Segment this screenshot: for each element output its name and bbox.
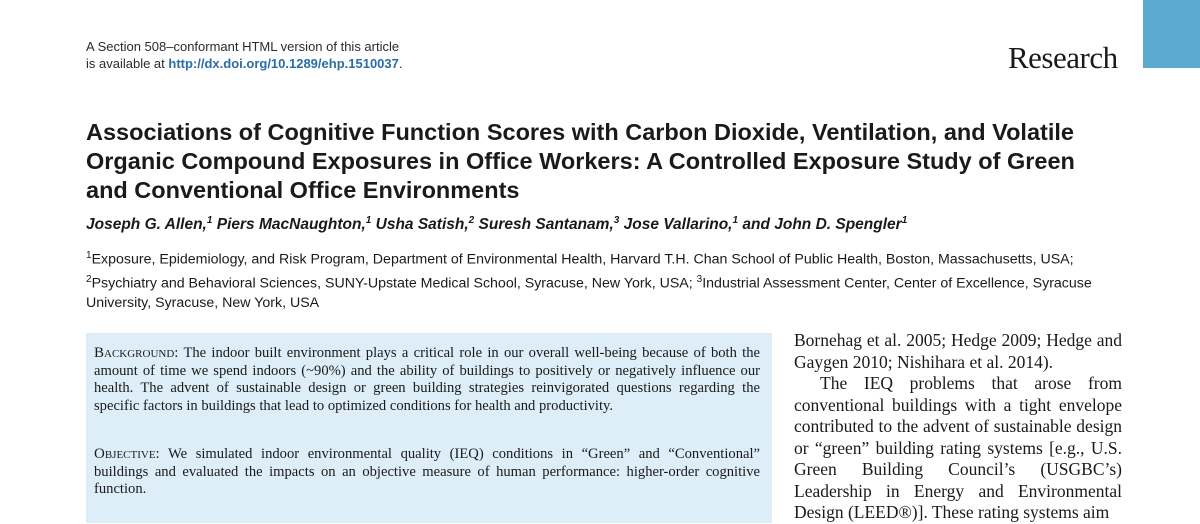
- author-affiliation-mark: 1: [901, 215, 908, 226]
- affiliation-text: Psychiatry and Behavioral Sciences, SUNY-Upstate Medical School, Syracuse, New York, USA;: [91, 275, 697, 292]
- author-affiliation-mark: 1: [206, 215, 213, 226]
- note-line-1: A Section 508–conformant HTML version of this article: [86, 39, 400, 54]
- author-name: Suresh Santanam,: [478, 216, 614, 234]
- note-suffix: .: [398, 56, 403, 71]
- affiliation-text: Exposure, Epidemiology, and Risk Program, Department of Environmental Health, Harvard T.H. Chan School of Public Health, Boston, Massachusetts, USA;: [91, 251, 1074, 268]
- note-prefix: is available at: [86, 56, 169, 71]
- html-version-note: [86, 38, 403, 72]
- author-affiliation-mark: 1: [732, 215, 739, 226]
- abstract-objective-heading: Objective:: [94, 446, 160, 462]
- abstract-background: [94, 345, 760, 415]
- section-color-tab: [1143, 0, 1200, 68]
- abstract-objective: [94, 446, 760, 499]
- abstract-background-heading: Background:: [94, 345, 179, 361]
- section-label: Research: [1008, 40, 1118, 75]
- affiliation-number: 3: [696, 273, 703, 285]
- body-paragraph: The IEQ problems that arose from conventional buildings with a tight envelope contributed to the advent of sustainable design or “green” building rating systems [e.g., U.S. Green Building Council’s (USGBC’s) Leadership in Energy and Environmental Design (LEED®)]. These rating systems aim: [794, 373, 1122, 522]
- abstract-background-text: The indoor built environment plays a critical role in our overall well-being because of both the amount of time we spend indoors (~90%) and the ability of buildings to positively or negatively influence our health. The advent of sustainable design or green building strategies reinvigorated questions regarding the specific factors in buildings that lead to optimized conditions for health and productivity.: [94, 345, 760, 414]
- author-list: [86, 215, 907, 234]
- abstract-objective-text: We simulated indoor environmental quality (IEQ) conditions in “Green” and “Conventional” buildings and evaluated the impacts on an objective measure of human performance: higher-order cognitive function.: [94, 446, 760, 497]
- affiliation-text: Industrial Assessment Center, Center of Excellence, Syracuse University, Syracuse, New York, USA: [86, 275, 1092, 312]
- body-text-column: [794, 330, 1122, 524]
- author-name: Usha Satish,: [375, 216, 469, 234]
- author-name: Piers MacNaughton,: [216, 216, 366, 234]
- affiliation-number: 1: [86, 250, 92, 261]
- author-name: Joseph G. Allen,: [86, 216, 207, 234]
- body-paragraph: Bornehag et al. 2005; Hedge 2009; Hedge and Gaygen 2010; Nishihara et al. 2014).: [794, 330, 1122, 372]
- affiliations: [86, 246, 1126, 313]
- author-name: Jose Vallarino,: [623, 216, 733, 234]
- affiliation-number: 2: [86, 273, 92, 285]
- article-title: Associations of Cognitive Function Scores with Carbon Dioxide, Ventilation, and Volatile Organic Compound Exposures in Office Workers: A Controlled Exposure Study of Green and Conventional Office Environments: [86, 119, 1075, 203]
- doi-link[interactable]: http://dx.doi.org/10.1289/ehp.1510037: [168, 56, 399, 71]
- note-line-2: [86, 55, 403, 72]
- author-affiliation-mark: 3: [613, 215, 620, 226]
- author-name: and John D. Spengler: [742, 216, 902, 234]
- author-affiliation-mark: 1: [365, 215, 372, 226]
- author-affiliation-mark: 2: [468, 215, 475, 226]
